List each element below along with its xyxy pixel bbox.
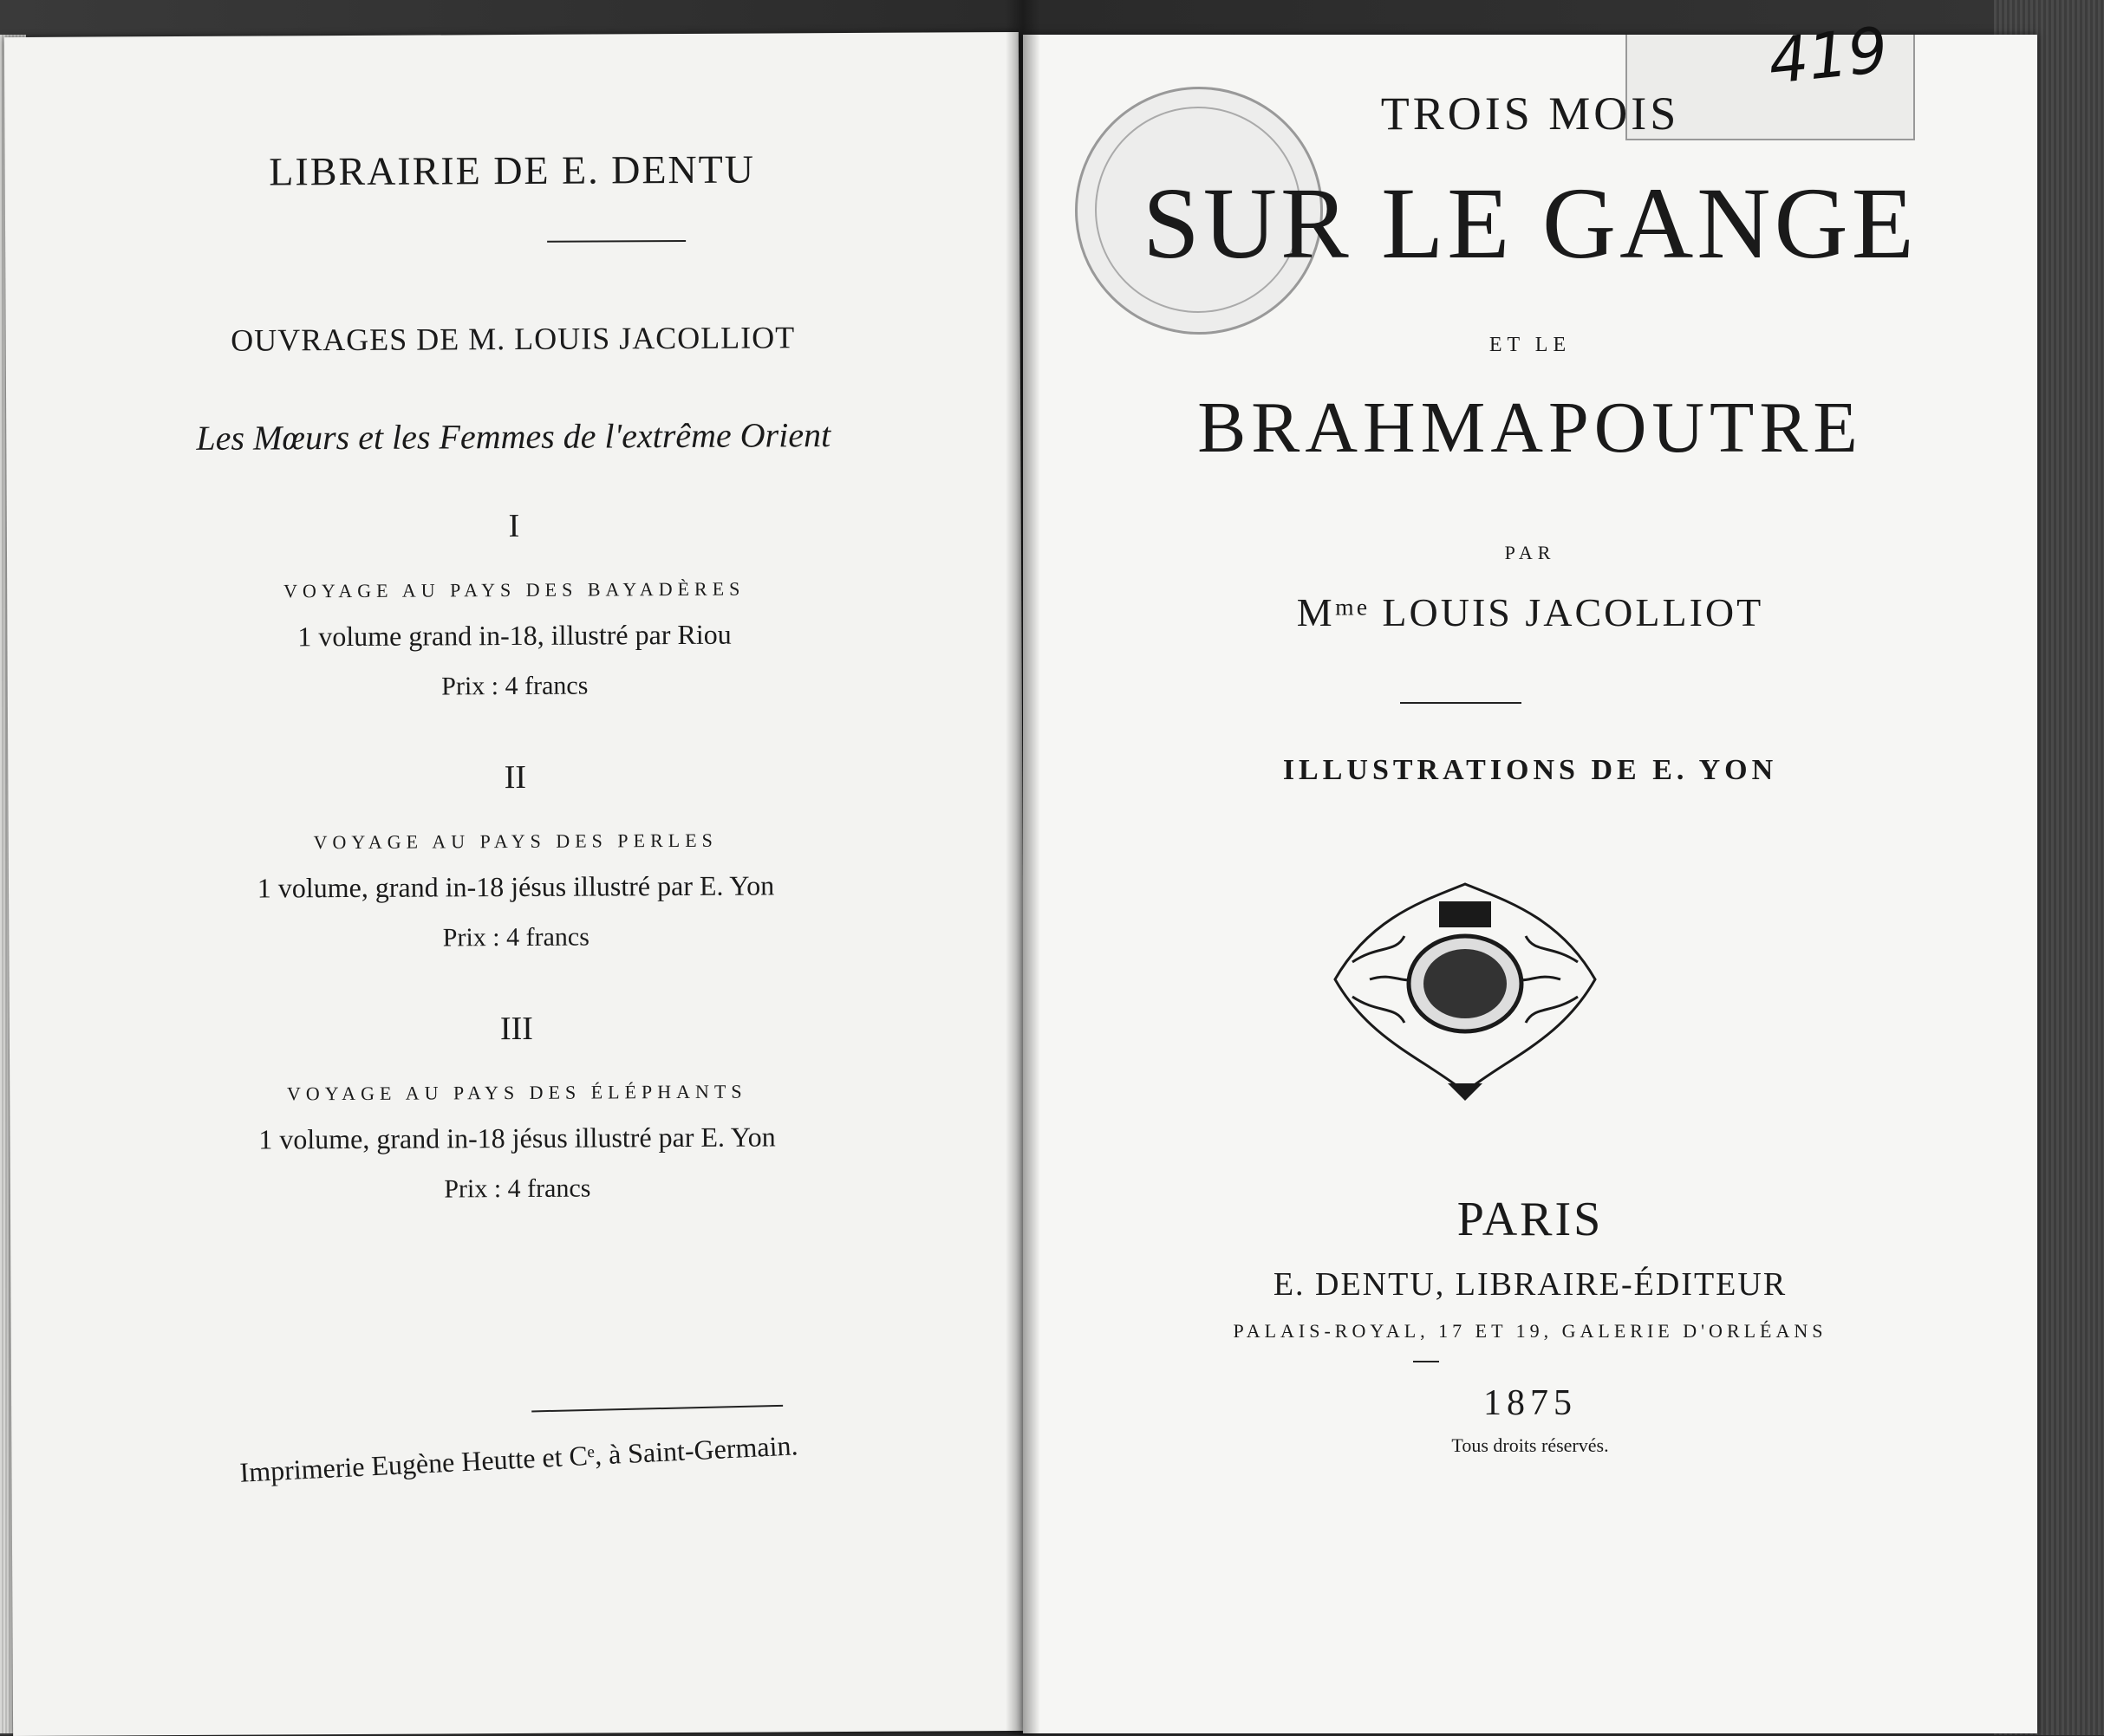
- printer-rule: [531, 1405, 783, 1413]
- publisher-heading: LIBRAIRIE DE E. DENTU: [269, 146, 756, 194]
- left-page: [4, 32, 1027, 1736]
- publisher-name: E. DENTU, LIBRAIRE-ÉDITEUR: [1273, 1266, 1788, 1303]
- publisher-emblem: [1318, 867, 1612, 1109]
- volume-1-price: Prix : 4 francs: [441, 671, 589, 701]
- author-name: Mᵐᵉ LOUIS JACOLLIOT: [1296, 590, 1764, 634]
- publisher-address: PALAIS-ROYAL, 17 ET 19, GALERIE D'ORLÉANS: [1233, 1320, 1827, 1342]
- volume-3-format: 1 volume, grand in-18 jésus illustré par E. Yon: [258, 1121, 776, 1155]
- volume-3-price: Prix : 4 francs: [444, 1174, 591, 1204]
- year-rule: [1413, 1361, 1439, 1362]
- right-page: [1023, 13, 2037, 1733]
- title-line-3: ET LE: [1488, 334, 1572, 356]
- city: PARIS: [1456, 1193, 1604, 1246]
- series-title: Les Mœurs et les Femmes de l'extrême Orient: [196, 415, 831, 458]
- year: 1875: [1483, 1383, 1577, 1423]
- works-heading: OUVRAGES DE M. LOUIS JACOLLIOT: [231, 320, 796, 358]
- volume-2-format: 1 volume, grand in-18 jésus illustré par E. Yon: [257, 869, 775, 904]
- title-line-1: TROIS MOIS: [1380, 88, 1680, 140]
- rights-notice: Tous droits réservés.: [1451, 1434, 1609, 1456]
- volume-2-title: VOYAGE AU PAYS DES PERLES: [313, 829, 718, 854]
- title-line-2: SUR LE GANGE: [1143, 166, 1918, 280]
- printer-imprint: Imprimerie Eugène Heutte et Cᵉ, à Saint-Germain.: [238, 1429, 799, 1488]
- divider-rule: [547, 240, 686, 243]
- book-gutter: [1006, 0, 1040, 1735]
- volume-2-numeral: II: [504, 758, 527, 796]
- by-line: PAR: [1504, 542, 1556, 563]
- title-line-4: BRAHMAPOUTRE: [1197, 387, 1863, 468]
- shelfmark: 419: [1764, 13, 1892, 98]
- volume-1-format: 1 volume grand in-18, illustré par Riou: [297, 618, 732, 653]
- illustrations-credit: ILLUSTRATIONS DE E. YON: [1282, 754, 1778, 786]
- title-rule: [1400, 702, 1521, 704]
- volume-3-title: VOYAGE AU PAYS DES ÉLÉPHANTS: [286, 1080, 747, 1105]
- volume-2-price: Prix : 4 francs: [442, 922, 590, 953]
- volume-1-title: VOYAGE AU PAYS DES BAYADÈRES: [283, 577, 746, 602]
- volume-1-numeral: I: [508, 507, 520, 545]
- volume-3-numeral: III: [499, 1010, 533, 1048]
